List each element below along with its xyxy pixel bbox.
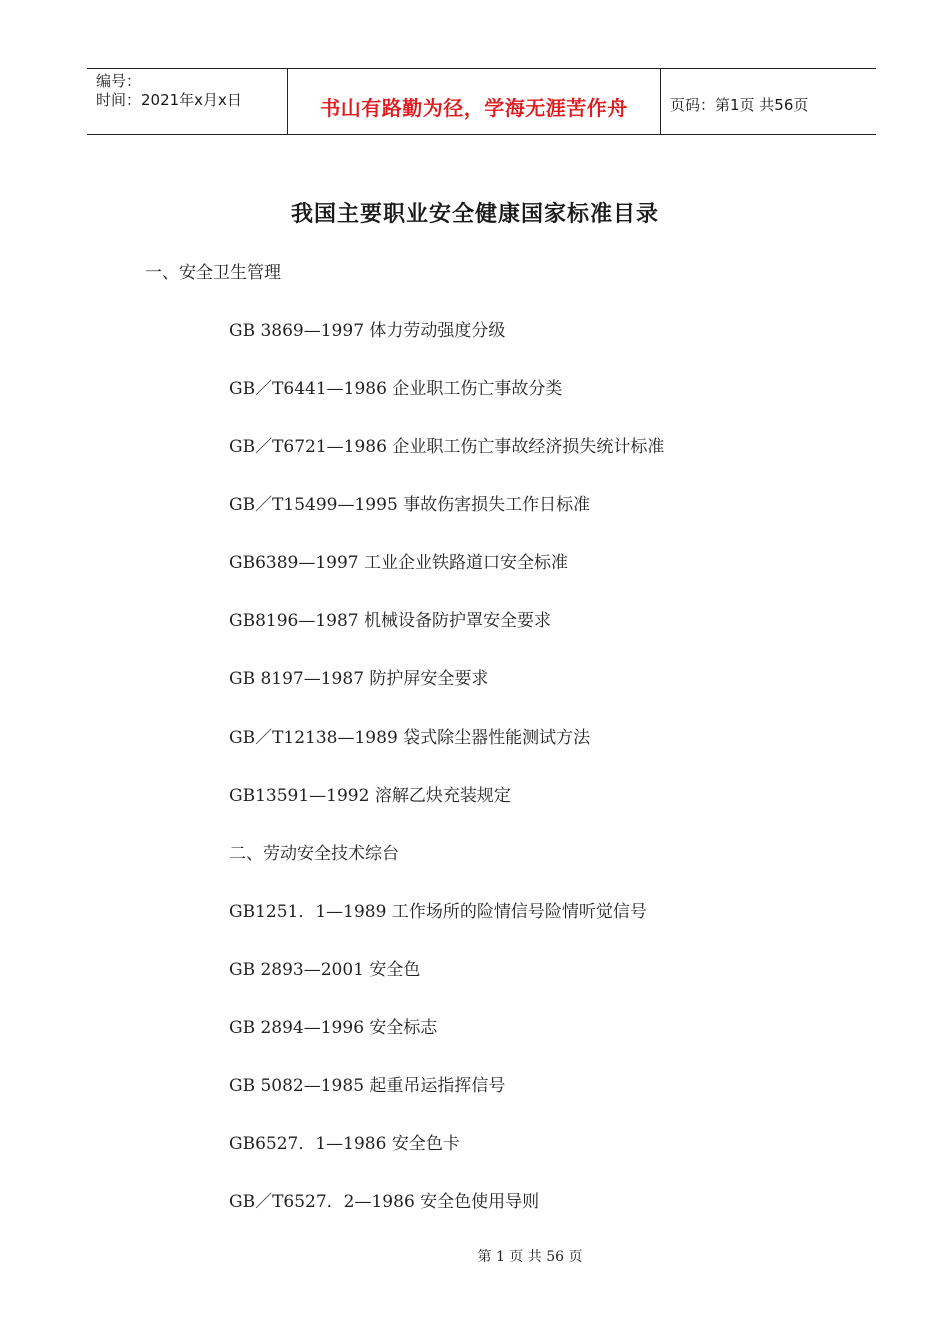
page-header xyxy=(87,68,876,135)
standard-entry: GB／T6441—1986 企业职工伤亡事故分类 xyxy=(229,379,563,399)
section-heading-1: 一、安全卫生管理 xyxy=(145,263,281,283)
standard-entry: GB／T15499—1995 事故伤害损失工作日标准 xyxy=(229,495,591,515)
header-meta-cell xyxy=(87,69,288,134)
standard-entry: GB 2894—1996 安全标志 xyxy=(229,1018,438,1038)
page-footer: 第 1 页 共 56 页 xyxy=(477,1249,583,1265)
document-number-label: 编号： xyxy=(96,72,142,90)
standard-entry: GB 3869—1997 体力劳动强度分级 xyxy=(229,321,506,341)
header-motto-cell xyxy=(288,69,661,134)
document-time-label: 时间：2021年x月x日 xyxy=(96,91,242,109)
standard-entry: GB／T6721—1986 企业职工伤亡事故经济损失统计标准 xyxy=(229,437,665,457)
standard-entry: GB6389—1997 工业企业铁路道口安全标准 xyxy=(229,553,569,573)
header-page-info: 页码：第1页 共56页 xyxy=(670,96,809,114)
standard-entry: GB／T12138—1989 袋式除尘器性能测试方法 xyxy=(229,728,591,748)
section-heading-2: 二、劳动安全技术综台 xyxy=(229,844,399,864)
standard-entry: GB8196—1987 机械设备防护罩安全要求 xyxy=(229,611,552,631)
standard-entry: GB 8197—1987 防护屏安全要求 xyxy=(229,669,489,689)
standard-entry: GB／T6527．2—1986 安全色使用导则 xyxy=(229,1192,540,1212)
standard-entry: GB 2893—2001 安全色 xyxy=(229,960,421,980)
standard-entry: GB13591—1992 溶解乙炔充装规定 xyxy=(229,786,511,806)
document-title: 我国主要职业安全健康国家标准目录 xyxy=(290,201,659,227)
standard-entry: GB1251．1—1989 工作场所的险情信号险情听觉信号 xyxy=(229,902,647,922)
standard-entry: GB6527．1—1986 安全色卡 xyxy=(229,1134,460,1154)
standard-entry: GB 5082—1985 起重吊运指挥信号 xyxy=(229,1076,506,1096)
header-page-cell xyxy=(661,69,876,134)
header-motto: 书山有路勤为径，学海无涯苦作舟 xyxy=(320,96,628,120)
